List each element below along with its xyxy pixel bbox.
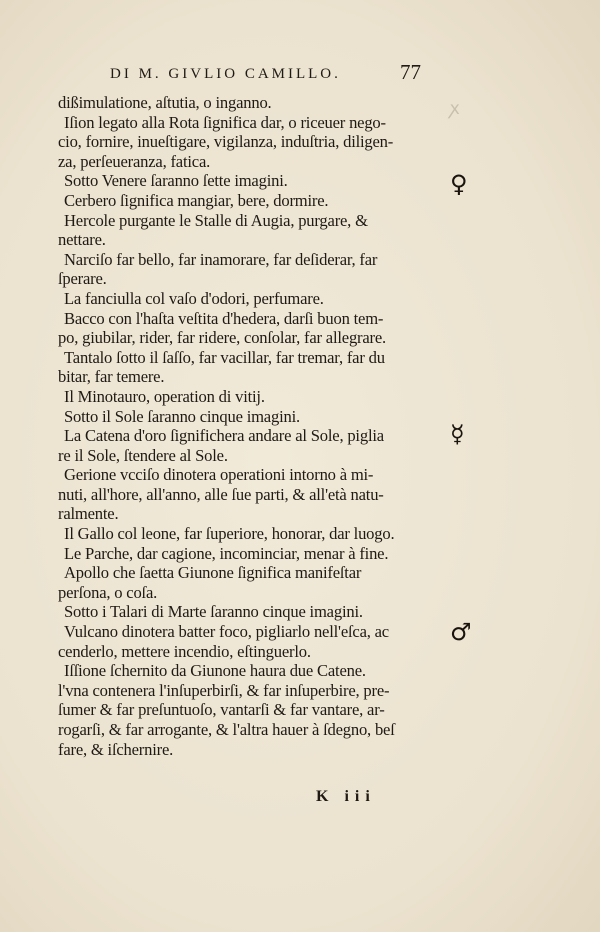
text-line: Cerbero ſignifica mangiar, bere, dormire. [64,190,329,210]
text-line: fare, & iſchernire. [58,739,174,759]
text-line: cio, fornire, inueſtigare, vigilanza, induſtria, diligen- [58,132,394,152]
text-line: Iſion legato alla Rota ſignifica dar, o riceuer nego- [64,112,386,132]
running-title: DI M. GIVLIO CAMILLO. [110,66,341,82]
venus-symbol-icon: ♀ [450,170,468,198]
text-line: nettare. [58,230,106,250]
text-line: za, perſeueranza, fatica. [58,151,211,171]
text-line: l'vna contenera l'inſuperbirſi, & far inſuperbire, pre- [58,680,390,700]
text-line: Bacco con l'haſta veſtita d'hedera, darſi buon tem- [64,308,384,328]
text-line: Gerione vcciſo dinotera operationi intorno à mi- [64,465,374,485]
text-line: La fanciulla col vaſo d'odori, perfumare. [64,288,324,308]
text-line: po, giubilar, rider, far ridere, conſolar, far allegrare. [58,328,386,348]
text-line: dißimulatione, aſtutia, o inganno. [58,93,272,112]
text-line: ſumer & far preſuntuoſo, vantarſi & far vantare, ar- [58,700,385,720]
text-line: Sotto il Sole ſaranno cinque imagini. [64,406,300,426]
text-line: Iſſione ſchernito da Giunone haura due Catene. [64,661,366,681]
text-line: nuti, all'hore, all'anno, alle ſue parti, & all'età natu- [58,484,384,504]
text-line: bitar, far temere. [58,367,165,387]
text-line: Il Minotauro, operation di vitij. [64,386,265,406]
text-line: Sotto i Talari di Marte ſaranno cinque imagini. [64,602,363,622]
text-line: Tantalo ſotto il ſaſſo, far vacillar, far tremar, far du [64,347,385,367]
text-line: Narciſo far bello, far inamorare, far deſiderar, far [64,249,378,269]
text-line: La Catena d'oro ſignifichera andare al Sole, piglia [64,426,384,446]
text-line: cenderlo, mettere incendio, eſtinguerlo. [58,641,311,661]
text-line: Le Parche, dar cagione, incominciar, menar à fine. [64,543,389,563]
text-line: Vulcano dinotera batter foco, pigliarlo nell'eſca, ac [64,622,389,642]
mars-symbol-icon: ♂ [450,618,472,646]
page-number: 77 [400,60,421,84]
text-line: Il Gallo col leone, far ſuperiore, honorar, dar luogo. [64,524,395,544]
signature-mark: K iii [316,788,376,805]
text-line: Sotto Venere ſaranno ſette imagini. [64,171,288,191]
text-line: ralmente. [58,504,119,524]
text-line: rogarſi, & far arrogante, & l'altra hauer à ſdegno, beſ [58,720,395,739]
text-line: perſona, o coſa. [58,582,158,602]
show-through-mark: ꭗ [450,98,460,118]
mercury-symbol-icon: ☿ [450,420,465,448]
text-line: Apollo che ſaetta Giunone ſignifica manifeſtar [64,563,362,583]
body-text [58,93,430,759]
text-line: re il Sole, ſtendere al Sole. [58,445,228,465]
text-line: ſperare. [58,269,107,289]
text-line: Hercole purgante le Stalle di Augia, purgare, & [64,210,368,230]
